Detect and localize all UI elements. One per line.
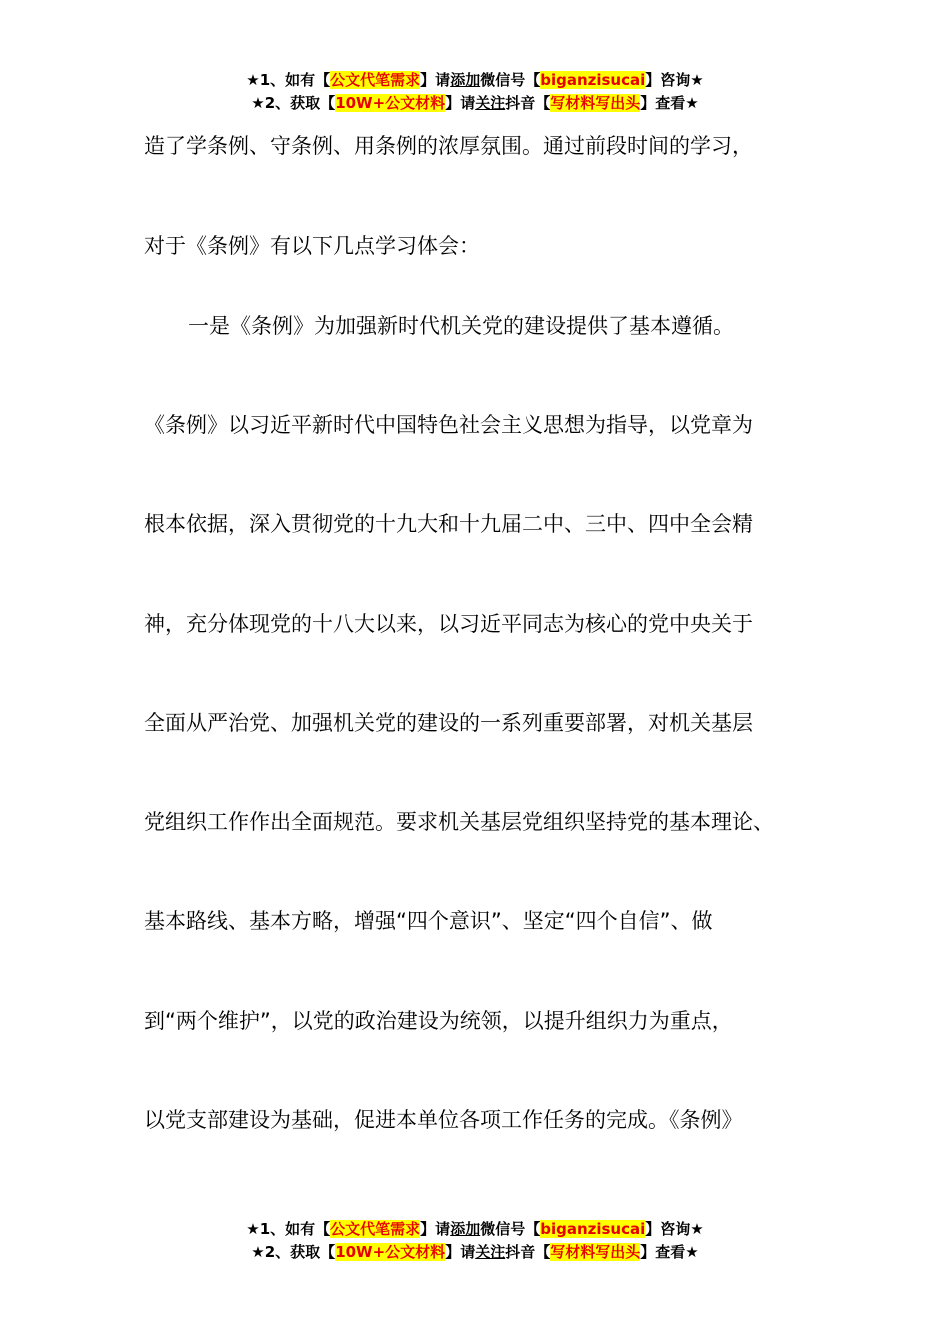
banner-text: 】请 [445,94,476,112]
banner-text: 】咨询★ [645,71,704,89]
banner-highlight: 10W+公文材料 [335,94,446,112]
banner-text: 抖音【 [505,94,551,112]
banner-highlight: 10W+公文材料 [335,1243,446,1261]
banner-text: ★1、如有【 [246,1220,331,1238]
banner-highlight: biganzisucai [540,71,646,89]
banner-text: 微信号【 [480,71,541,89]
banner-highlight: 公文代笔需求 [330,71,421,89]
footer-banner-line-2 [0,1241,950,1264]
banner-text: 】查看★ [640,1243,699,1261]
banner-highlight: 写材料写出头 [550,1243,641,1261]
body-line: 对于《条例》有以下几点学习体会： [144,234,480,258]
banner-text: ★2、获取【 [251,1243,336,1261]
banner-underlined-text: 关注 [475,1243,506,1261]
banner-text: 】请 [420,1220,451,1238]
banner-text: 】查看★ [640,94,699,112]
footer-banner [0,1218,950,1264]
body-line: 以党支部建设为基础，促进本单位各项工作任务的完成。《条例》 [144,1108,743,1132]
banner-text: 微信号【 [480,1220,541,1238]
banner-underlined-text: 关注 [475,94,506,112]
paragraph-heading-line: 一是《条例》为加强新时代机关党的建设提供了基本遵循。 [188,314,734,338]
header-banner-line-1 [0,69,950,92]
header-banner-line-2 [0,92,950,115]
footer-banner-line-1 [0,1218,950,1241]
body-line: 神，充分体现党的十八大以来，以习近平同志为核心的党中央关于 [144,612,753,636]
body-line: 基本路线、基本方略，增强“四个意识”、坚定“四个自信”、做 [144,909,713,933]
banner-text: 】咨询★ [645,1220,704,1238]
body-line: 根本依据，深入贯彻党的十九大和十九届二中、三中、四中全会精 [144,512,753,536]
banner-text: 抖音【 [505,1243,551,1261]
banner-text: ★2、获取【 [251,94,336,112]
body-line: 到“两个维护”，以党的政治建设为统领，以提升组织力为重点， [144,1009,733,1033]
banner-text: ★1、如有【 [246,71,331,89]
banner-underlined-text: 添加 [450,71,481,89]
banner-highlight: 公文代笔需求 [330,1220,421,1238]
body-line: 党组织工作作出全面规范。要求机关基层党组织坚持党的基本理论、 [144,810,774,834]
banner-underlined-text: 添加 [450,1220,481,1238]
banner-text: 】请 [445,1243,476,1261]
body-line: 《条例》以习近平新时代中国特色社会主义思想为指导，以党章为 [144,413,753,437]
banner-text: 】请 [420,71,451,89]
banner-highlight: biganzisucai [540,1220,646,1238]
banner-highlight: 写材料写出头 [550,94,641,112]
header-banner [0,69,950,115]
body-line: 全面从严治党、加强机关党的建设的一系列重要部署，对机关基层 [144,711,753,735]
body-line: 造了学条例、守条例、用条例的浓厚氛围。通过前段时间的学习， [144,134,753,158]
